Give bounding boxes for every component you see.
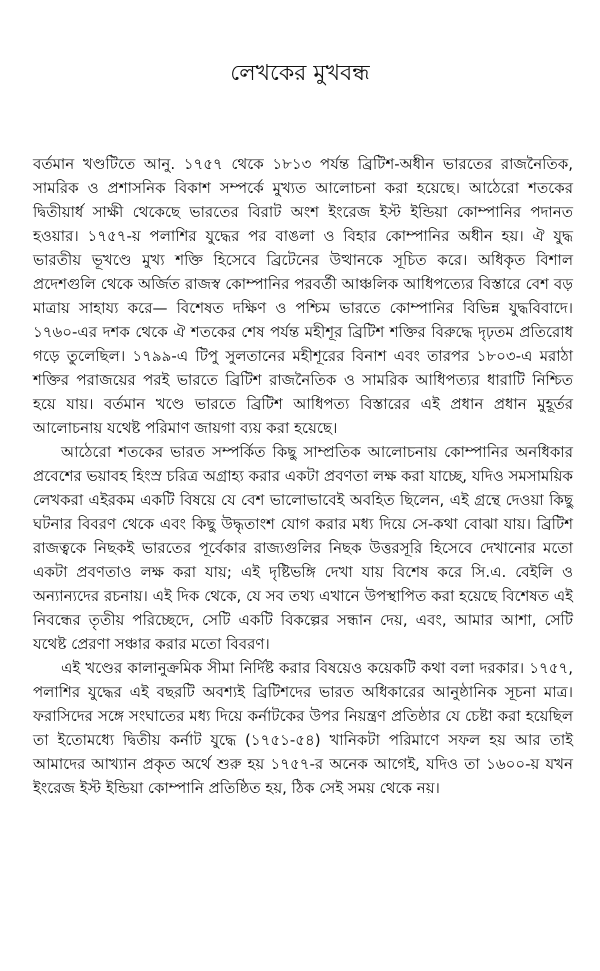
paragraph-2: আঠেরো শতকের ভারত সম্পর্কিত কিছু সাম্প্রতিক আলোচনায় কোম্পানির অনধিকার প্রবেশের ভয়াবহ হিংস্র চরিত্র অগ্রাহ্য করার একটা প্রবণতা লক্ষ করা যাচ্ছে, যদিও সমসাময়িক লেখকরা এইরকম একটি বিষয়ে যে বেশ ভালোভাবেই অবহিত ছিলেন, এই গ্রন্থে দেওয়া কিছু ঘটনার বিবরণ থেকে এবং কিছু উদ্ধৃতাংশ যোগ করার মধ্য দিয়ে সে-কথা বোঝা যায়। ব্রিটিশ রাজত্বকে নিছকই ভারতের পূর্বেকার রাজ্যগুলির নিছক উত্তরসূরি হিসেবে দেখানোর মতো একটা প্রবণতাও লক্ষ করা যায়; এই দৃষ্টিভঙ্গি দেখা যায় বিশেষ করে সি.এ. বেইলি ও অন্যান্যদের রচনায়। এই দিক থেকে, যে সব তথ্য এখানে উপস্থাপিত করা হয়েছে বিশেষত এই নিবন্ধের তৃতীয় পরিচ্ছেদে, সেটি একটি বিকল্পের সন্ধান দেয়, এবং, আমার আশা, সেটি যথেষ্ট প্রেরণা সঞ্চার করার মতো বিবরণ।: [33, 443, 573, 653]
paragraph-1: বর্তমান খণ্ডটিতে আনু. ১৭৫৭ থেকে ১৮১৩ পর্যন্ত ব্রিটিশ-অধীন ভারতের রাজনৈতিক, সামরিক ও প্রশাসনিক বিকাশ সম্পর্কে মুখ্যত আলোচনা করা হয়েছে। আঠেরো শতকের দ্বিতীয়ার্ধ সাক্ষী থেকেছে ভারতের বিরাট অংশ ইংরেজ ইস্ট ইন্ডিয়া কোম্পানির পদানত হওয়ার। ১৭৫৭-য় পলাশির যুদ্ধের পর বাঙলা ও বিহার কোম্পানির অধীন হয়। ঐ যুদ্ধ ভারতীয় ভূখণ্ডে মুখ্য শক্তি হিসেবে ব্রিটেনের উত্থানকে সূচিত করে। অধিকৃত বিশাল প্রদেশগুলি থেকে অর্জিত রাজস্ব কোম্পানির পরবর্তী আঞ্চলিক আধিপত্যের বিস্তারে বেশ বড় মাত্রায় সাহায্য করে— বিশেষত দক্ষিণ ও পশ্চিম ভারতে কোম্পানির বিভিন্ন যুদ্ধবিবাদে। ১৭৬০-এর দশক থেকে ঐ শতকের শেষ পর্যন্ত মহীশূর ব্রিটিশ শক্তির বিরুদ্ধে দৃঢ়তম প্রতিরোধ গড়ে তুলেছিল। ১৭৯৯-এ টিপু সুলতানের মহীশূরের বিনাশ এবং তারপর ১৮০৩-এ মরাঠা শক্তির পরাজয়ের পরই ভারতে ব্রিটিশ রাজনৈতিক ও সামরিক আধিপত্যর ধারাটি নিশ্চিত হয়ে যায়। বর্তমান খণ্ডে ভারতে ব্রিটিশ আধিপত্য বিস্তারের এই প্রধান প্রধান মুহূর্তর আলোচনায় যথেষ্ট পরিমাণ জায়গা ব্যয় করা হয়েছে।: [33, 155, 573, 437]
paragraph-3: এই খণ্ডের কালানুক্রমিক সীমা নির্দিষ্ট করার বিষয়েও কয়েকটি কথা বলা দরকার। ১৭৫৭, পলাশির যুদ্ধের এই বছরটি অবশ্যই ব্রিটিশদের ভারত অধিকারের আনুষ্ঠানিক সূচনা মাত্র। ফরাসিদের সঙ্গে সংঘাতের মধ্য দিয়ে কর্নাটকের উপর নিয়ন্ত্রণ প্রতিষ্ঠার যে চেষ্টা করা হয়েছিল তা ইতোমধ্যে দ্বিতীয় কর্নাট যুদ্ধে (১৭৫১-৫৪) খানিকটা পরিমাণে সফল হয় আর তাই আমাদের আখ্যান প্রকৃত অর্থে শুরু হয় ১৭৫৭-র অনেক আগেই, যদিও তা ১৬০০-য় যখন ইংরেজ ইস্ট ইন্ডিয়া কোম্পানি প্রতিষ্ঠিত হয়, ঠিক সেই সময় থেকে নয়।: [33, 659, 573, 797]
page-title: লেখকের মুখবন্ধ: [230, 61, 370, 86]
preface-body: [33, 152, 573, 800]
